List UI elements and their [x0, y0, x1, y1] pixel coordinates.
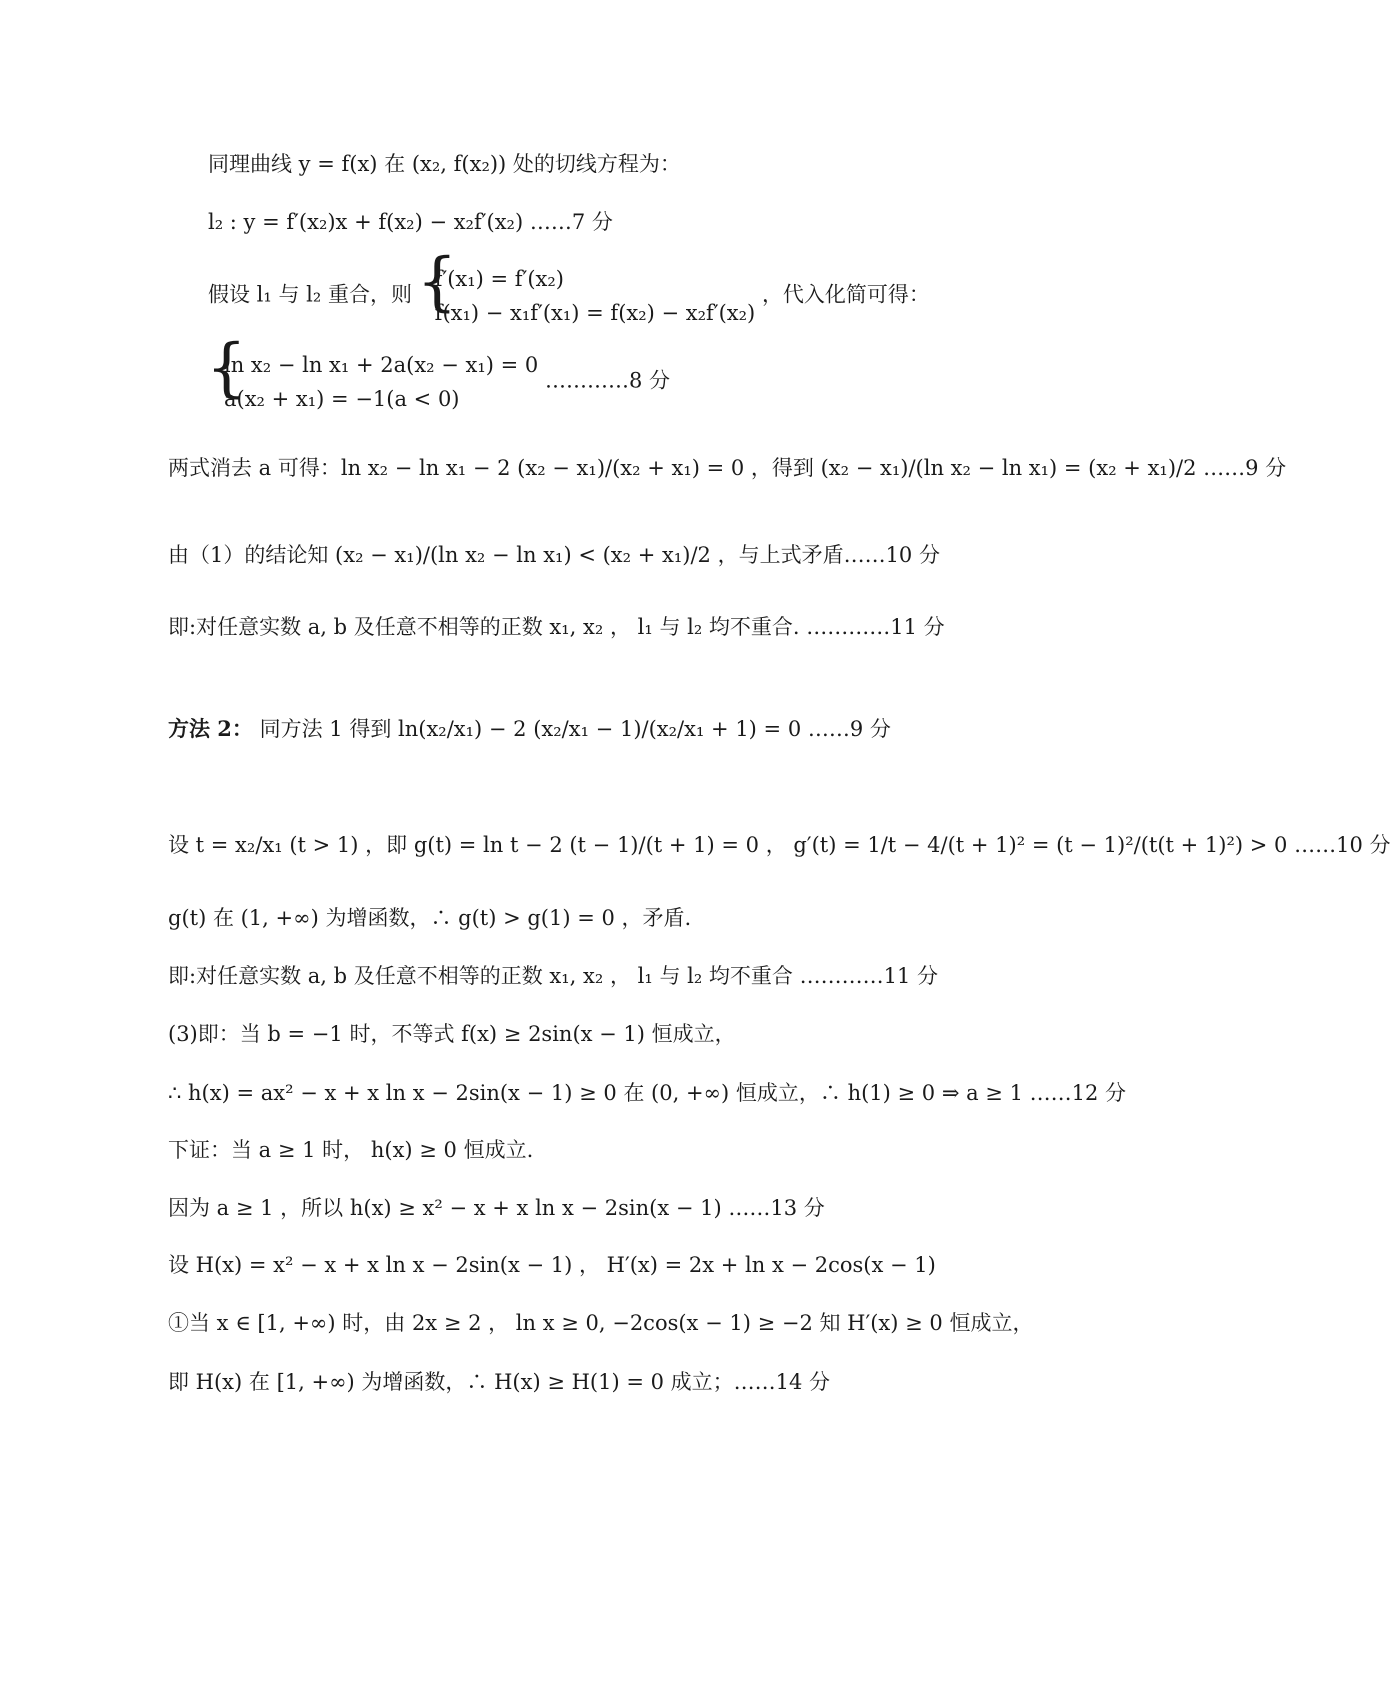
line-contradiction: 由（1）的结论知 (x₂ − x₁)/(ln x₂ − ln x₁) < (x₂ + x₁)/2 ，与上式矛盾……10 分	[168, 543, 940, 567]
line-case-1: ①当 x ∈ [1, +∞) 时，由 2x ≥ 2 ， ln x ≥ 0, −2cos(x − 1) ≥ −2 知 H′(x) ≥ 0 恒成立，	[168, 1311, 1034, 1335]
line-conclusion-2: 即:对任意实数 a, b 及任意不相等的正数 x₁, x₂ ， l₁ 与 l₂ 均不重合 …………11 分	[168, 964, 939, 988]
line-prove: 下证：当 a ≥ 1 时， h(x) ≥ 0 恒成立.	[168, 1138, 534, 1162]
line-g-increasing: g(t) 在 (1, +∞) 为增函数，∴ g(t) > g(1) = 0 ，矛盾.	[168, 906, 692, 930]
line-method-2	[168, 718, 891, 740]
line-conclusion-1: 即:对任意实数 a, b 及任意不相等的正数 x₁, x₂ ， l₁ 与 l₂ 均不重合. …………11 分	[168, 615, 945, 639]
line-because: 因为 a ≥ 1 ，所以 h(x) ≥ x² − x + x ln x − 2sin(x − 1) ……13 分	[168, 1196, 825, 1220]
line-l2-equation: l₂ : y = f′(x₂)x + f(x₂) − x₂f′(x₂) ……7 分	[208, 210, 613, 234]
line-assume-coincide	[208, 262, 930, 330]
method-2-label: 方法 2：	[168, 716, 253, 741]
substitute-text: ，代入化简可得：	[761, 282, 930, 307]
line-part-3: (3)即：当 b = −1 时，不等式 f(x) ≥ 2sin(x − 1) 恒成立，	[168, 1022, 736, 1046]
line-h-defined: ∴ h(x) = ax² − x + x ln x − 2sin(x − 1) ≥ 0 在 (0, +∞) 恒成立，∴ h(1) ≥ 0 ⇒ a ≥ 1 ……12 分	[168, 1081, 1127, 1105]
line-system-2	[208, 348, 670, 416]
line-H-increasing: 即 H(x) 在 [1, +∞) 为增函数，∴ H(x) ≥ H(1) = 0 成立；……14 分	[168, 1370, 831, 1394]
line-set-t: 设 t = x₂/x₁ (t > 1) ，即 g(t) = ln t − 2 (t − 1)/(t + 1) = 0 ， g′(t) = 1/t − 4/(t + 1)² = (t − 1)²/(t(t + 1)²) > 0 ……10 分	[168, 833, 1390, 857]
assume-text: 假设 l₁ 与 l₂ 重合，则	[208, 282, 412, 307]
system2-row1: { ln x₂ − ln x₁ + 2a(x₂ − x₁) = 0	[224, 353, 539, 377]
method-2-equation: 同方法 1 得到 ln(x₂/x₁) − 2 (x₂/x₁ − 1)/(x₂/x₁ + 1) = 0 ……9 分	[259, 717, 891, 741]
line-tangent-intro: 同理曲线 y = f(x) 在 (x₂, f(x₂)) 处的切线方程为：	[208, 152, 681, 176]
system1-row2: f(x₁) − x₁f′(x₁) = f(x₂) − x₂f′(x₂)	[434, 301, 756, 325]
system2-row2: a(x₂ + x₁) = −1(a < 0)	[224, 387, 460, 411]
equation-system-1	[419, 262, 756, 330]
line-H-defined: 设 H(x) = x² − x + x ln x − 2sin(x − 1) ， H′(x) = 2x + ln x − 2cos(x − 1)	[168, 1253, 936, 1277]
system1-row1: { f′(x₁) = f′(x₂)	[434, 267, 564, 291]
line-eliminate-a: 两式消去 a 可得：ln x₂ − ln x₁ − 2 (x₂ − x₁)/(x₂ + x₁) = 0 ，得到 (x₂ − x₁)/(ln x₂ − ln x₁) = (x₂ + x₁)/2 ……9 分	[168, 456, 1287, 480]
equation-system-2	[208, 348, 538, 416]
score-8: …………8 分	[544, 368, 671, 393]
